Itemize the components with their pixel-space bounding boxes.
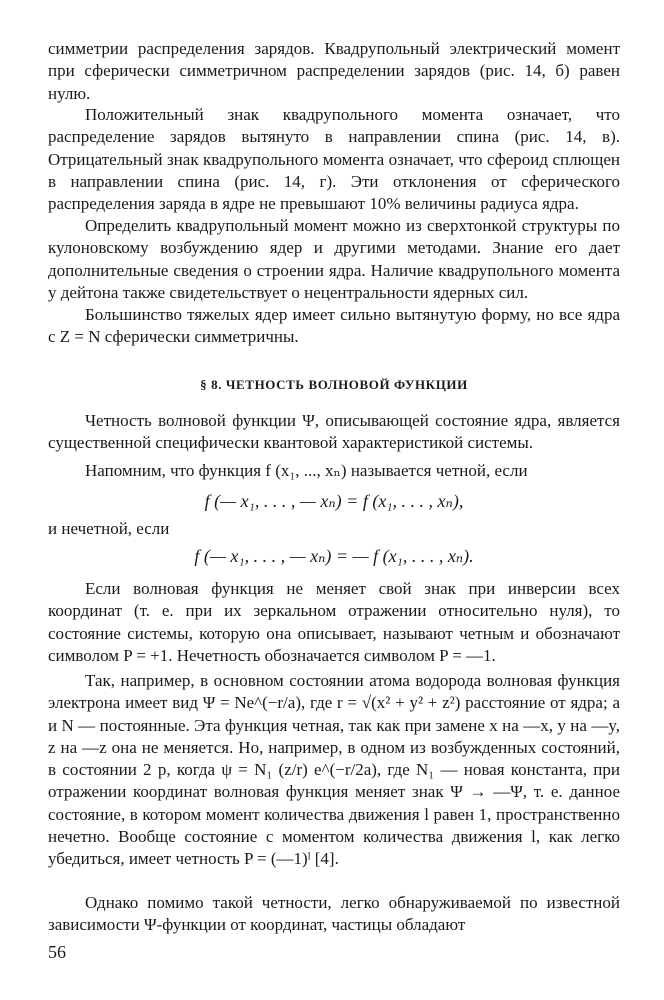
paragraph-7: и нечетной, если: [48, 519, 170, 538]
paragraph-4: Большинство тяжелых ядер имеет сильно вытянутую форму, но все ядра с Z = N сферически симметричны.: [48, 305, 620, 347]
paragraph-5: Четность волновой функции Ψ, описывающей состояние ядра, является существенной специфически квантовой характеристикой системы.: [48, 411, 620, 453]
page-number: 56: [48, 942, 66, 962]
paragraph-2: Положительный знак квадрупольного момента означает, что распределение зарядов вытянуто в направлении спина (рис. 14, в). Отрицательный знак квадрупольного момента означает, что сфероид сплющен в направлении спина (рис. 14, г). Эти отклонения от сферического распределения заряда в ядре не превышают 10% величины радиуса ядра.: [48, 105, 620, 214]
paragraph-1: симметрии распределения зарядов. Квадрупольный электрический момент при сферически симметричном распределении зарядов (рис. 14, б) равен нулю.: [48, 39, 620, 103]
formula-even: f (— x₁, . . . , — xₙ) = f (x₁, . . . , xₙ),: [204, 491, 464, 511]
paragraph-3: Определить квадрупольный момент можно из сверхтонкой структуры по кулоновскому возбуждению ядер и другими методами. Знание его дает дополнительные сведения о строении ядра. Наличие квадрупольного момента у дейтона также свидетельствует о нецентральности ядерных сил.: [48, 216, 620, 302]
formula-odd: f (— x₁, . . . , — xₙ) = — f (x₁, . . . , xₙ).: [194, 546, 474, 566]
paragraph-10: Однако помимо такой четности, легко обнаруживаемой по известной зависимости Ψ-функции от координат, частицы обладают: [48, 893, 620, 935]
paragraph-8: Если волновая функция не меняет свой знак при инверсии всех координат (т. е. при их зеркальном отражении относительно нуля), то состояние системы, которую она описывает, называют четным и обозначают символом P = +1. Нечетность обозначается символом P = —1.: [48, 579, 620, 665]
paragraph-6: Напомним, что функция f (x₁, ..., xₙ) называется четной, если: [85, 461, 528, 480]
paragraph-9: Так, например, в основном состоянии атома водорода волновая функция электрона имеет вид Ψ = Ne^(−r/a), где r = √(x² + y² + z²) расстояние от ядра; a и N — постоянные. Эта функция четная, так как при замене x на —x, y на —y, z на —z она не меняется. Но, например, в одном из возбужденных состояний, в состоянии 2 p, когда ψ = N₁ (z/r) e^(−r/2a), где N₁ — новая константа, при отражении координат волновая функция меняет знак Ψ → —Ψ, т. е. данное состояние, в котором момент количества движения l равен 1, пространственно нечетно. Вообще состояние с моментом количества движения l, как легко убедиться, имеет четность P = (—1)ˡ [4].: [48, 671, 620, 869]
section-heading: § 8. ЧЕТНОСТЬ ВОЛНОВОЙ ФУНКЦИИ: [200, 377, 468, 392]
